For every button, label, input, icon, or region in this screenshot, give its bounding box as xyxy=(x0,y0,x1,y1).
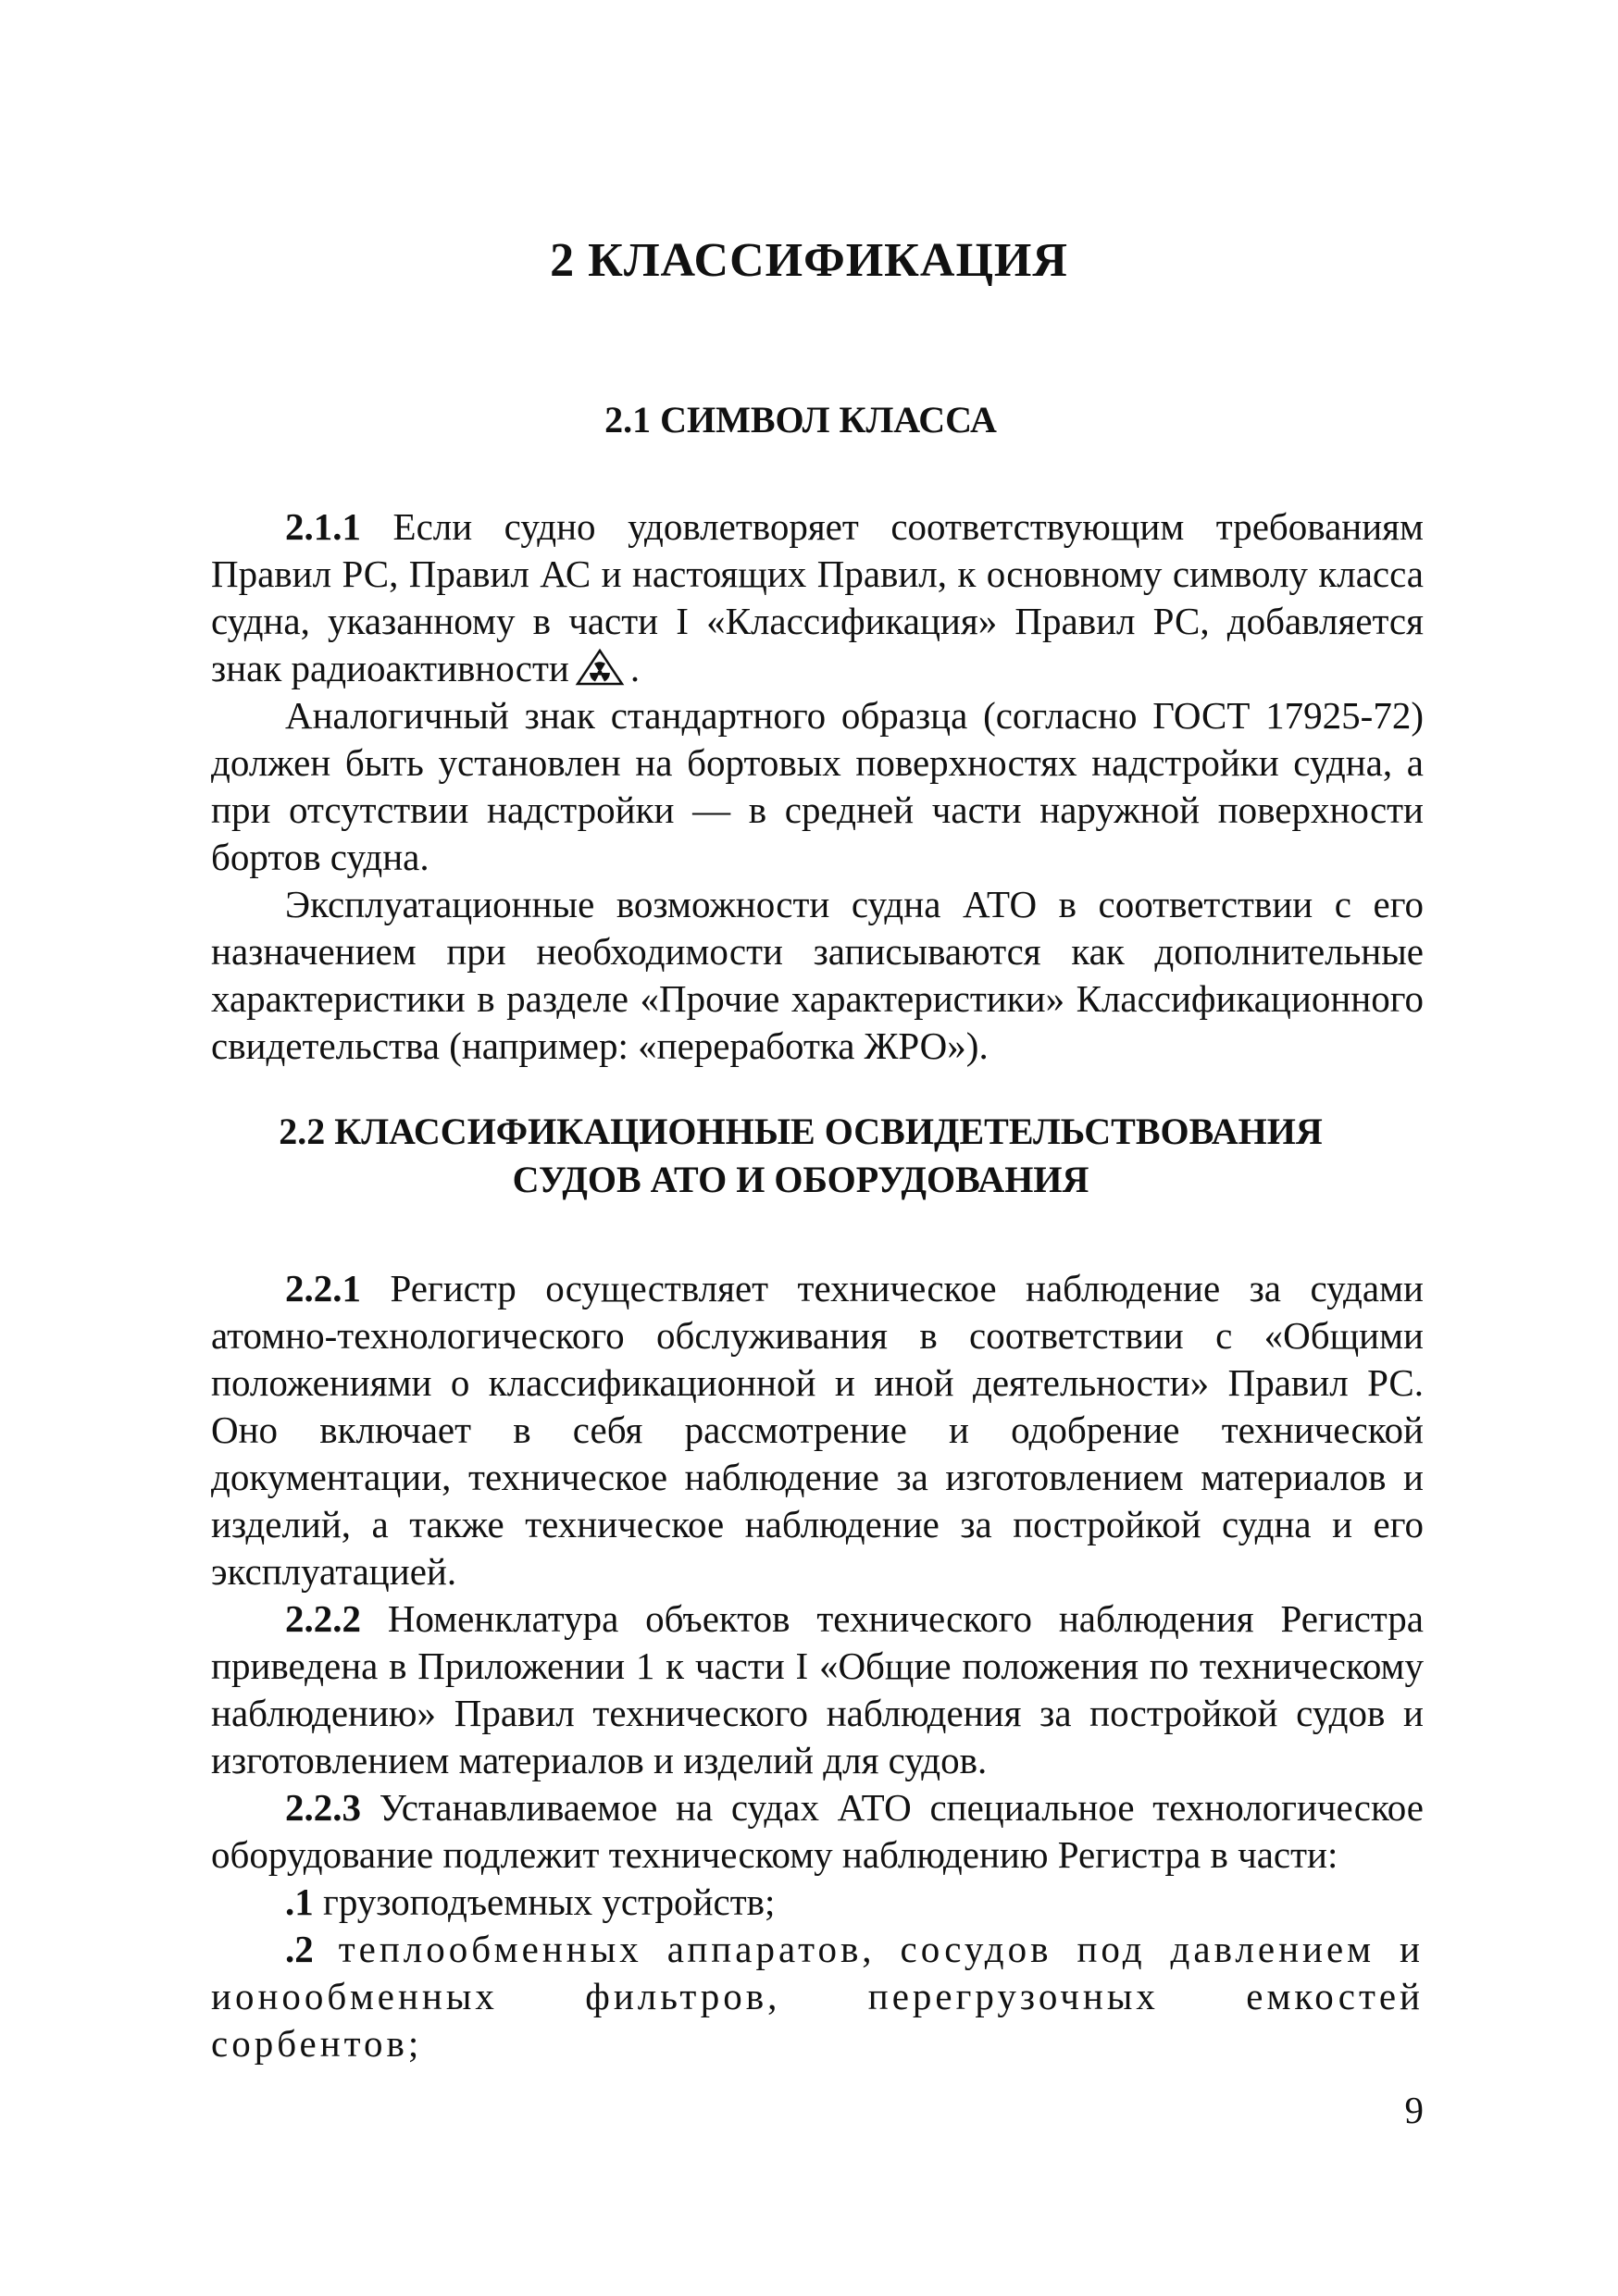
paragraph-2-1-3: Эксплуатационные возможности судна АТО в соответствии с его назначением при необходимости записываются как дополнительные характеристики в разделе «Прочие характеристики» Классификационного свидетельства (например: «переработка ЖРО»). xyxy=(211,883,1424,1067)
item-number: .2 xyxy=(285,1928,314,1970)
paragraph-2-1-1 xyxy=(211,503,1424,692)
page-number: 9 xyxy=(1404,2089,1424,2131)
item-text: грузоподъемных устройств; xyxy=(313,1880,776,1923)
chapter-title: 2 КЛАССИФИКАЦИЯ xyxy=(550,234,1068,287)
section-title-line-1: 2.2 КЛАССИФИКАЦИОННЫЕ ОСВИДЕТЕЛЬСТВОВАНИЯ xyxy=(279,1111,1323,1152)
clause-number: 2.1.1 xyxy=(285,505,361,548)
clause-number: 2.2.2 xyxy=(285,1597,361,1640)
paragraph-2-2-1 xyxy=(211,1265,1424,1595)
paragraph-text: Регистр осуществляет техническое наблюдение за судами атомно-технологического обслуживания в соответствии с «Общими положениями о классификационной и иной деятельности» Правил РС. Оно включает в себя рассмотрение и одобрение технической документации, техническое наблюдение за изготовлением материалов и изделий, а также техническое наблюдение за постройкой судна и его эксплуатацией. xyxy=(211,1267,1424,1593)
item-text: теплообменных аппаратов, сосудов под давлением и ионообменных фильтров, перегрузочных емкостей сорбентов; xyxy=(211,1928,1424,2065)
section-2-1-body xyxy=(211,503,1424,1070)
paragraph-2-1-2: Аналогичный знак стандартного образца (согласно ГОСТ 17925-72) должен быть установлен на бортовых поверхностях надстройки судна, а при отсутствии надстройки — в средней части наружной поверхности бортов судна. xyxy=(211,694,1424,878)
section-title-line-2: СУДОВ АТО И ОБОРУДОВАНИЯ xyxy=(512,1159,1089,1200)
list-item-2 xyxy=(211,1926,1424,2067)
section-title-2-1: 2.1 СИМВОЛ КЛАССА xyxy=(604,399,997,441)
clause-number: 2.2.1 xyxy=(285,1267,361,1309)
paragraph-2-2-2 xyxy=(211,1595,1424,1784)
radioactivity-sign-icon xyxy=(575,648,625,687)
clause-number: 2.2.3 xyxy=(285,1786,361,1829)
paragraph-text-end: . xyxy=(629,647,641,689)
section-2-2-body xyxy=(211,1265,1424,2067)
list-item-1 xyxy=(211,1879,1424,1926)
paragraph-2-2-3 xyxy=(211,1784,1424,1879)
paragraph-text: Если судно удовлетворяет соответствующим требованиям Правил РС, Правил АС и настоящих Правил, к основному символу класса судна, указанному в части I «Классификация» Правил РС, добавляется знак радиоактивности xyxy=(211,505,1424,689)
paragraph-text: Устанавливаемое на судах АТО специальное технологическое оборудование подлежит техническому наблюдению Регистра в части: xyxy=(211,1786,1424,1876)
item-number: .1 xyxy=(285,1880,314,1923)
section-title-2-2 xyxy=(231,1108,1370,1204)
paragraph-text: Номенклатура объектов технического наблюдения Регистра приведена в Приложении 1 к части I «Общие положения по техническому наблюдению» Правил технического наблюдения за постройкой судов и изготовлением материалов и изделий для судов. xyxy=(211,1597,1424,1781)
